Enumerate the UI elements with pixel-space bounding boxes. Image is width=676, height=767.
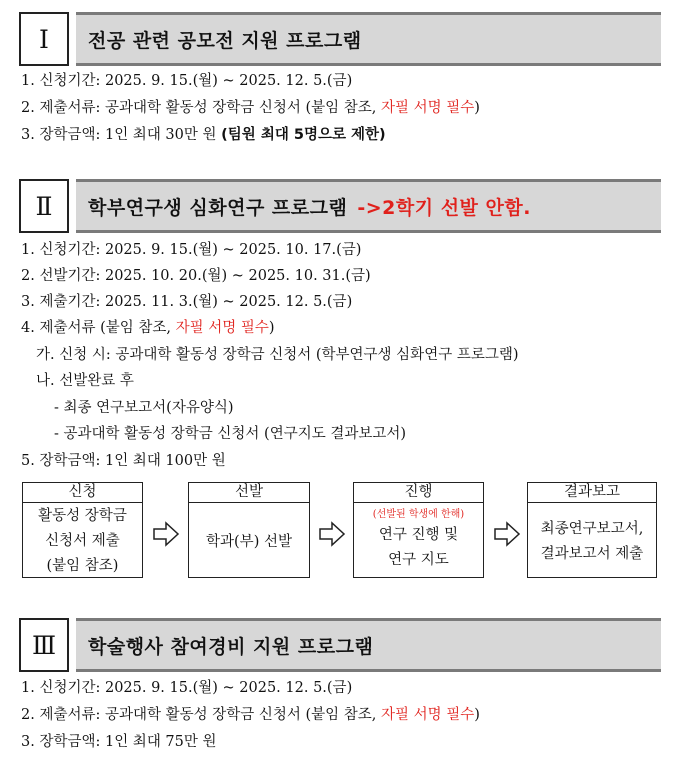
section-2-subitem-ga: 가. 신청 시: 공과대학 활동성 장학금 신청서 (학부연구생 심화연구 프로그램) [36, 347, 519, 363]
section-2-subitem-na: 나. 선발완료 후 [36, 373, 134, 389]
flow-step-select-head: 선발 [189, 483, 309, 503]
section-2-numeral: Ⅱ [19, 179, 69, 233]
flow-step-apply-head: 신청 [23, 483, 142, 503]
flow-step-apply [22, 482, 143, 578]
flow-step-select [188, 482, 310, 578]
flow-step-report-body [528, 503, 656, 567]
flow-step-select-body [189, 503, 309, 555]
flow-step-apply-body [23, 503, 142, 579]
signature-required-note: 자필 서명 필수 [381, 100, 475, 116]
flow-step-progress-note: (선발된 학생에 한해) [372, 509, 465, 520]
section-2-title-text: 학부연구생 심화연구 프로그램 [88, 196, 348, 219]
flow-step-apply-line-1: 활동성 장학금 [38, 508, 127, 524]
section-1-item-3 [21, 125, 386, 145]
section-3-item-3: 3. 장학금액: 1인 최대 75만 원 [21, 734, 217, 750]
section-3-title [76, 618, 661, 672]
flow-step-apply-line-3: (붙임 참조) [46, 558, 119, 574]
section-1-item-2 [21, 98, 480, 118]
flow-step-progress-line-2: 연구 지도 [388, 552, 449, 568]
section-2-dash-item-1: - 최종 연구보고서(자유양식) [54, 400, 234, 416]
section-2-item-1: 1. 신청기간: 2025. 9. 15.(월) ~ 2025. 10. 17.(금) [21, 242, 362, 258]
section-1-title-text: 전공 관련 공모전 지원 프로그램 [88, 29, 362, 52]
flow-step-progress-line-1: 연구 진행 및 [378, 527, 459, 543]
team-limit-note: (팀원 최대 5명으로 제한) [221, 127, 386, 143]
flow-step-apply-line-2: 신청서 제출 [45, 533, 120, 549]
section-2-item-4-text: 4. 제출서류 (붙임 참조, [21, 320, 176, 336]
section-2-dash-item-2: - 공과대학 활동성 장학금 신청서 (연구지도 결과보고서) [54, 426, 407, 442]
section-1-numeral: Ⅰ [19, 12, 69, 66]
section-1-title [76, 12, 661, 66]
section-2-title [76, 179, 661, 233]
section-1-item-3-text: 3. 장학금액: 1인 최대 30만 원 [21, 127, 222, 143]
signature-required-note: 자필 서명 필수 [381, 707, 475, 723]
section-2-item-4-close: ) [268, 320, 275, 336]
section-3-numeral: Ⅲ [19, 618, 69, 672]
section-2-title-note: ->2학기 선발 안함. [357, 196, 531, 219]
flow-step-report-line-2: 결과보고서 제출 [540, 546, 644, 562]
section-3-item-1: 1. 신청기간: 2025. 9. 15.(월) ~ 2025. 12. 5.(금) [21, 680, 353, 696]
flow-step-report-head: 결과보고 [528, 483, 656, 503]
section-2-item-5: 5. 장학금액: 1인 최대 100만 원 [21, 453, 226, 469]
section-1-item-1: 1. 신청기간: 2025. 9. 15.(월) ~ 2025. 12. 5.(금) [21, 73, 353, 89]
flow-arrow-icon [318, 520, 346, 548]
section-3-header [19, 618, 661, 672]
section-2-item-3: 3. 제출기간: 2025. 11. 3.(월) ~ 2025. 12. 5.(금) [21, 294, 353, 310]
flow-step-progress-head: 진행 [354, 483, 483, 503]
section-1-header [19, 12, 661, 66]
section-3-title-text: 학술행사 참여경비 지원 프로그램 [88, 635, 374, 658]
section-3-item-2-text: 2. 제출서류: 공과대학 활동성 장학금 신청서 (붙임 참조, [21, 707, 382, 723]
section-3-item-2 [21, 705, 480, 725]
section-1-item-2-text: 2. 제출서류: 공과대학 활동성 장학금 신청서 (붙임 참조, [21, 100, 382, 116]
flow-step-report-line-1: 최종연구보고서, [540, 521, 644, 537]
section-2-item-2: 2. 선발기간: 2025. 10. 20.(월) ~ 2025. 10. 31.(금) [21, 268, 371, 284]
flow-step-select-line-1: 학과(부) 선발 [206, 534, 292, 550]
section-2-header [19, 179, 661, 233]
section-1-item-2-close: ) [474, 100, 480, 116]
flow-arrow-icon [152, 520, 180, 548]
section-3-item-2-close: ) [474, 707, 480, 723]
flow-step-progress-body [354, 503, 483, 573]
flow-step-progress [353, 482, 484, 578]
flow-arrow-icon [493, 520, 521, 548]
flow-step-report [527, 482, 657, 578]
signature-required-note: 자필 서명 필수 [175, 320, 269, 336]
section-2-item-4 [21, 318, 275, 338]
